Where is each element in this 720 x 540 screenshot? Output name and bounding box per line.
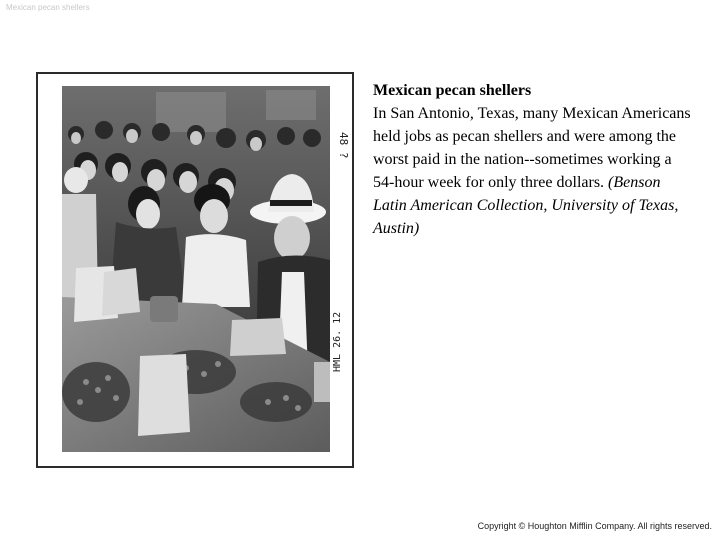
- caption-title: Mexican pecan shellers: [373, 82, 532, 99]
- caption-block: [373, 79, 693, 240]
- photo-margin-note-bottom: HML 26. 12: [332, 311, 343, 372]
- pecan-shellers-photo: [36, 72, 354, 468]
- slide-header-title: Mexican pecan shellers: [6, 3, 90, 12]
- photo-margin-note-top: 48 ?: [337, 132, 350, 159]
- caption-credit: (Benson Latin American Collection, University of Texas, Austin): [373, 174, 679, 237]
- copyright-notice: Copyright © Houghton Mifflin Company. All rights reserved.: [477, 521, 712, 531]
- photo-border: [36, 72, 354, 468]
- caption-body: In San Antonio, Texas, many Mexican Americans held jobs as pecan shellers and were among the worst paid in the nation--sometimes working a 54-hour week for only three dollars.: [373, 105, 691, 191]
